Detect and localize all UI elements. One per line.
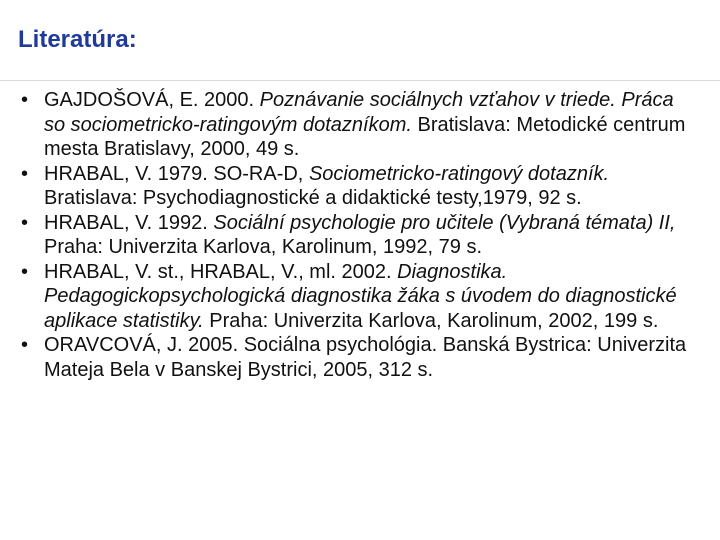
reference-publication: Banská Bystrica: Univerzita Mateja Bela v Banskej Bystrici, 2005, 312 s.	[44, 334, 687, 381]
reference-publication: Praha: Univerzita Karlova, Karolinum, 1992, 79 s.	[44, 236, 482, 258]
bullet-icon: •	[21, 260, 29, 283]
bullet-icon: •	[21, 334, 29, 356]
reference-title: Sociální psychologie pro učitele (Vybraná témata) II,	[213, 211, 676, 234]
slide-title: Literatúra:	[18, 26, 137, 53]
reference-item-gajdosova	[0, 88, 700, 162]
title-divider	[0, 80, 720, 81]
reference-publication: Praha: Univerzita Karlova, Karolinum, 2002, 199 s.	[209, 309, 659, 332]
reference-author: HRABAL, V. 1979. SO-RA-D,	[44, 162, 304, 185]
reference-author: HRABAL, V. 1992.	[44, 211, 208, 234]
reference-publication: Bratislava: Metodické centrum mesta Bratislavy, 2000, 49 s.	[44, 113, 686, 160]
reference-item-hrabal-1979	[0, 162, 700, 211]
reference-item-oravcova	[0, 333, 700, 382]
bullet-icon: •	[21, 162, 29, 185]
reference-item-hrabal-1992	[0, 211, 700, 260]
reference-title: Sociálna psychológia.	[243, 334, 438, 356]
reference-author: HRABAL, V. st., HRABAL, V., ml. 2002.	[44, 260, 392, 283]
reference-author: GAJDOŠOVÁ, E. 2000.	[44, 89, 255, 111]
reference-title: Poznávanie sociálnych vzťahov v triede. Práca so sociometricko-ratingovým dotazníkom.	[44, 89, 674, 136]
reference-title: Diagnostika. Pedagogickopsychologická diagnostika žáka s úvodem do diagnostické aplikace statistiky.	[44, 260, 677, 332]
bullet-icon: •	[21, 89, 29, 111]
reference-item-hrabal-2002	[0, 260, 700, 334]
reference-author: ORAVCOVÁ, J. 2005.	[44, 334, 239, 356]
reference-publication: Bratislava: Psychodiagnostické a didaktické testy,1979, 92 s.	[44, 187, 582, 209]
bullet-icon: •	[21, 211, 29, 234]
reference-title: Sociometricko-ratingový dotazník.	[308, 162, 610, 185]
reference-list	[0, 88, 700, 382]
